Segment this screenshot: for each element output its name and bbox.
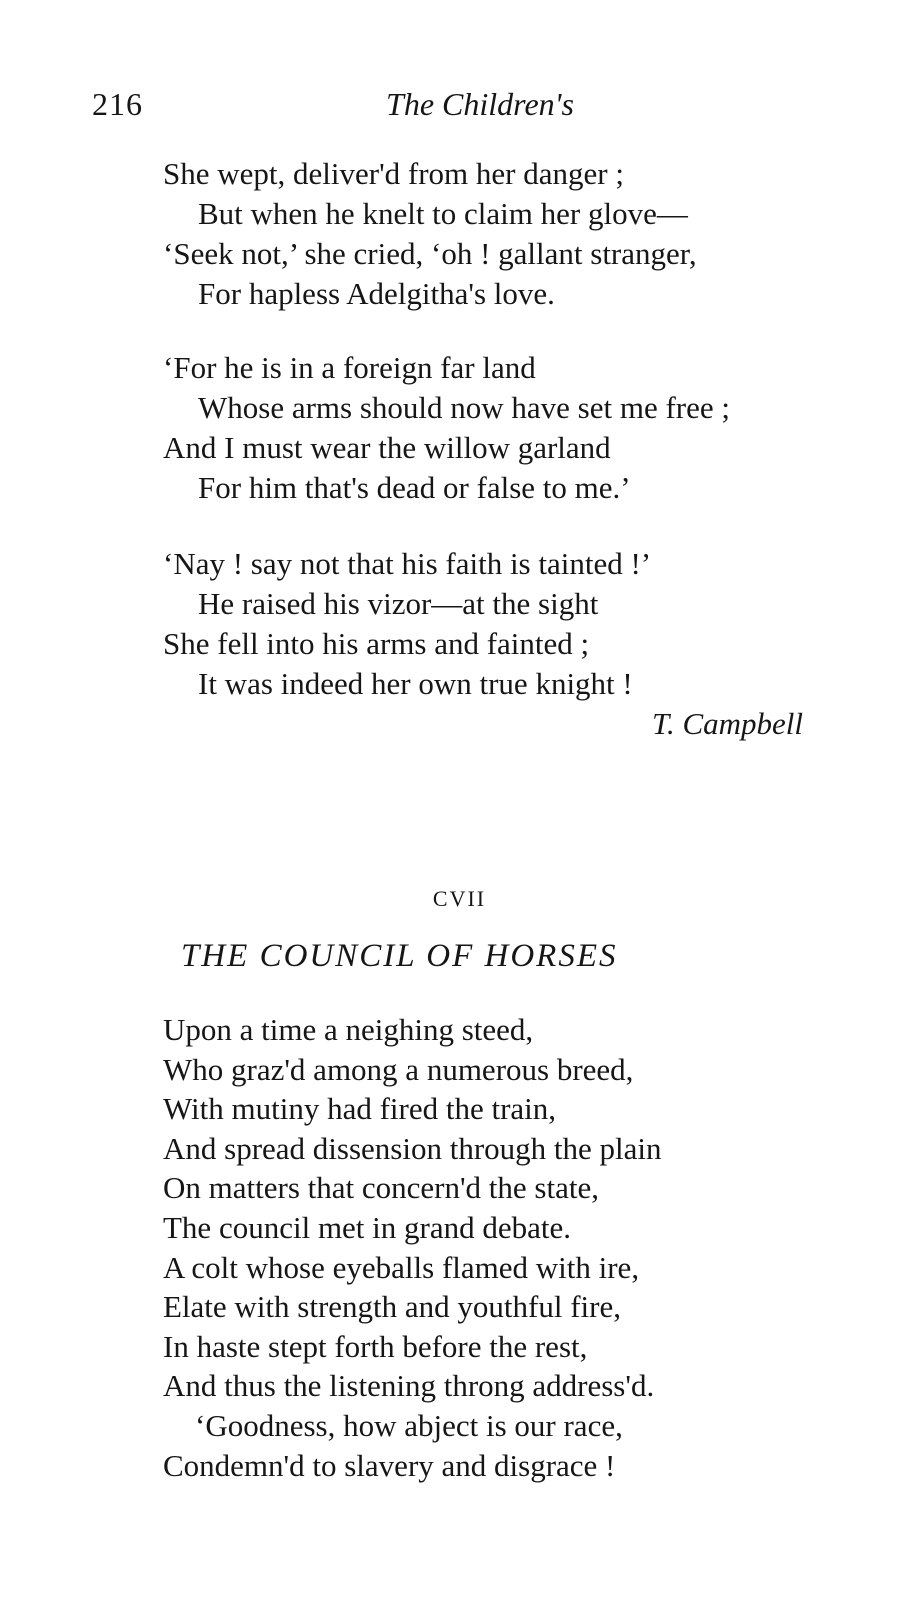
poem-line: The council met in grand debate. — [163, 1209, 572, 1245]
running-head — [0, 82, 919, 132]
poem-line: ‘Nay ! say not that his faith is tainted !’ — [163, 546, 652, 581]
poem-number: CVII — [432, 886, 487, 911]
poem-line: A colt whose eyeballs flamed with ire, — [163, 1249, 640, 1285]
poem-line: She wept, deliver'd from her danger ; — [163, 156, 624, 191]
poem1-stanza-1 — [163, 154, 697, 314]
poem-line: Condemn'd to slavery and disgrace ! — [163, 1447, 616, 1483]
poem-line: For him that's dead or false to me.’ — [198, 470, 631, 505]
poem-line: Upon a time a neighing steed, — [163, 1012, 534, 1047]
poem1-stanza-3 — [163, 544, 651, 704]
poem-line: ‘Goodness, how abject is our race, — [195, 1407, 623, 1443]
poem-line: And spread dissension through the plain — [163, 1130, 662, 1166]
poem-line: Whose arms should now have set me free ; — [198, 390, 731, 425]
running-title: The Children's — [386, 86, 574, 122]
poem1-stanza-2 — [163, 348, 730, 508]
poem-line: Who graz'd among a numerous breed, — [163, 1051, 634, 1087]
poem-line: With mutiny had fired the train, — [163, 1091, 557, 1127]
poem-line: And thus the listening throng address'd. — [163, 1368, 655, 1404]
poem-attribution: T. Campbell — [652, 706, 803, 741]
poem-line: She fell into his arms and fainted ; — [163, 626, 590, 661]
poem-line: He raised his vizor—at the sight — [198, 586, 599, 621]
poem-line: For hapless Adelgitha's love. — [198, 276, 555, 311]
poem-line: On matters that concern'd the state, — [163, 1170, 599, 1206]
page-number: 216 — [92, 86, 143, 122]
poem-line: It was indeed her own true knight ! — [198, 666, 633, 701]
poem-line: In haste stept forth before the rest, — [163, 1328, 588, 1364]
poem-line: Elate with strength and youthful fire, — [163, 1289, 621, 1325]
poem-title: THE COUNCIL OF HORSES — [181, 938, 618, 974]
poem-line: But when he knelt to claim her glove— — [198, 196, 688, 231]
poem2-body — [163, 1010, 662, 1485]
poem-line: ‘For he is in a foreign far land — [163, 350, 536, 385]
poem-line: And I must wear the willow garland — [163, 430, 611, 465]
poem-line: ‘Seek not,’ she cried, ‘oh ! gallant stranger, — [163, 236, 697, 271]
